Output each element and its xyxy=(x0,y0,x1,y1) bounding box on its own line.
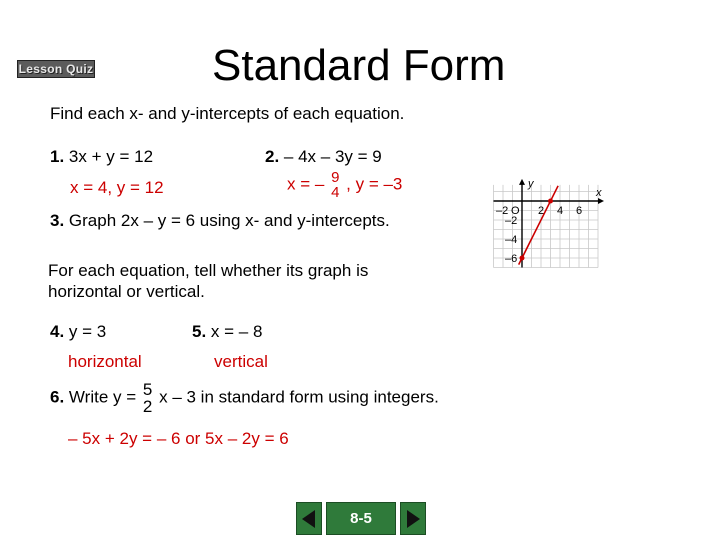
question-5-text: x = – 8 xyxy=(210,322,263,341)
question-6-denominator: 2 xyxy=(142,397,153,416)
y-tick-label: –6 xyxy=(505,253,518,265)
answer-2 xyxy=(287,170,402,200)
answer-4: horizontal xyxy=(68,352,142,371)
question-4-text: y = 3 xyxy=(68,322,107,341)
question-3 xyxy=(50,211,390,231)
question-3-text: Graph 2x – y = 6 using x- and y-intercepts. xyxy=(68,211,390,230)
question-6-number: 6. xyxy=(50,387,65,407)
question-2 xyxy=(265,147,382,167)
question-2-text: – 4x – 3y = 9 xyxy=(283,147,382,166)
question-6-numerator: 5 xyxy=(142,380,153,399)
coordinate-plane xyxy=(482,163,637,313)
answer-6: – 5x + 2y = – 6 or 5x – 2y = 6 xyxy=(68,429,289,448)
graph-line xyxy=(519,186,558,265)
lesson-quiz-badge: Lesson Quiz xyxy=(18,62,94,76)
answer-2-fraction xyxy=(331,170,339,200)
x-tick-label: 2 xyxy=(538,205,545,217)
graph-point xyxy=(548,199,553,204)
question-5 xyxy=(192,322,262,342)
answer-2-numerator: 9 xyxy=(331,169,340,186)
question-1 xyxy=(50,147,153,167)
question-6-prefix: Write y = xyxy=(68,387,137,407)
lesson-number-button[interactable]: 8-5 xyxy=(326,502,396,535)
x-tick-label: –2 xyxy=(496,205,509,217)
answer-1: x = 4, y = 12 xyxy=(70,178,164,197)
answer-3-graph xyxy=(482,163,637,313)
y-tick-label: –2 xyxy=(505,215,518,227)
y-tick-label: –4 xyxy=(505,234,518,246)
question-5-number: 5. xyxy=(192,322,207,341)
y-axis-label: y xyxy=(528,177,534,190)
question-6-fraction xyxy=(143,381,152,415)
next-button[interactable] xyxy=(400,502,426,535)
question-6-suffix: x – 3 in standard form using integers. xyxy=(159,387,439,407)
right-arrow-icon xyxy=(405,510,421,528)
instruction-2-line-2: horizontal or vertical. xyxy=(48,282,205,301)
question-4-number: 4. xyxy=(50,322,65,341)
question-6 xyxy=(50,381,439,415)
page-title: Standard Form xyxy=(212,41,506,90)
question-1-text: 3x + y = 12 xyxy=(68,147,154,166)
graph-point xyxy=(520,256,525,261)
y-axis-arrow-icon xyxy=(519,179,525,185)
answer-2-prefix: x = – xyxy=(287,174,325,194)
x-tick-label: 4 xyxy=(557,205,564,217)
question-4 xyxy=(50,322,106,342)
lesson-navigation xyxy=(296,502,426,535)
left-arrow-icon xyxy=(301,510,317,528)
answer-5: vertical xyxy=(214,352,268,371)
x-axis-label: x xyxy=(596,187,602,199)
question-3-number: 3. xyxy=(50,211,65,230)
question-1-number: 1. xyxy=(50,147,65,166)
previous-button[interactable] xyxy=(296,502,322,535)
question-2-number: 2. xyxy=(265,147,280,166)
origin-label: O xyxy=(511,205,520,217)
instruction: Find each x- and y-intercepts of each equation. xyxy=(50,104,405,123)
x-tick-label: 6 xyxy=(576,205,583,217)
answer-2-denominator: 4 xyxy=(331,184,340,201)
instruction-2-line-1: For each equation, tell whether its graph is xyxy=(48,261,369,280)
answer-2-suffix: , y = –3 xyxy=(346,174,403,194)
